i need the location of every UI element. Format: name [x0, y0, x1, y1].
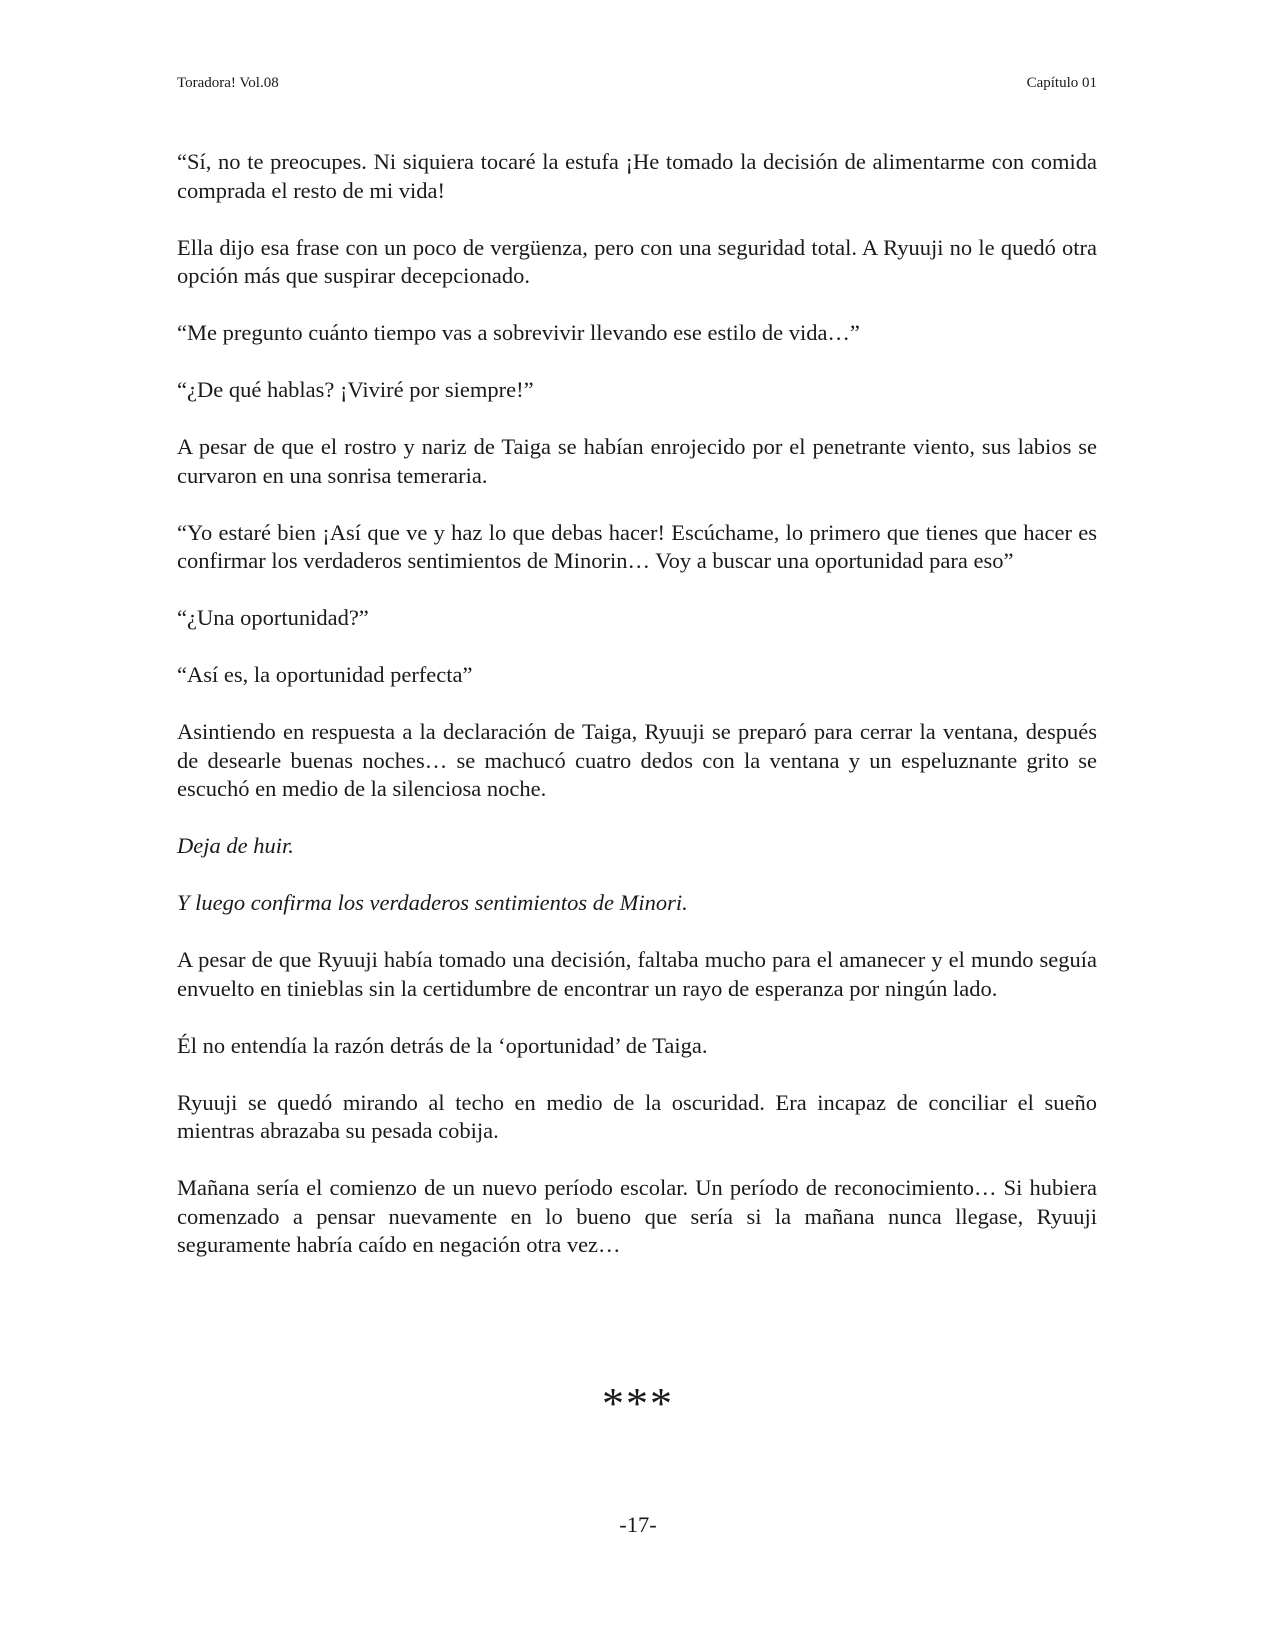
- page-number: -17-: [619, 1512, 657, 1537]
- paragraph-5: A pesar de que el rostro y nariz de Taiga se habían enrojecido por el penetrante viento, sus labios se curvaron en una sonrisa temeraria.: [177, 434, 1097, 488]
- header-book-title: Toradora! Vol.08: [177, 75, 279, 91]
- paragraph-2: Ella dijo esa frase con un poco de vergüenza, pero con una seguridad total. A Ryuuji no le quedó otra opción más que suspirar decepcionado.: [177, 234, 1097, 288]
- paragraph-11: Y luego confirma los verdaderos sentimientos de Minori.: [177, 890, 688, 915]
- header-chapter: Capítulo 01: [1026, 75, 1097, 91]
- paragraph-13: Él no entendía la razón detrás de la ‘oportunidad’ de Taiga.: [177, 1032, 708, 1058]
- paragraph-9: Asintiendo en respuesta a la declaración de Taiga, Ryuuji se preparó para cerrar la ventana, después de desearle buenas noches… se machucó cuatro dedos con la ventana y un espeluznante grito se escuchó en medio de la silenciosa noche.: [177, 719, 1097, 801]
- scene-separator: ***: [602, 1379, 674, 1428]
- paragraph-14: Ryuuji se quedó mirando al techo en medio de la oscuridad. Era incapaz de conciliar el sueño mientras abrazaba su pesada cobija.: [177, 1089, 1097, 1143]
- paragraph-1: “Sí, no te preocupes. Ni siquiera tocaré la estufa ¡He tomado la decisión de alimentarme con comida comprada el resto de mi vida!: [177, 149, 1097, 203]
- paragraph-7: “¿Una oportunidad?”: [177, 605, 369, 630]
- paragraph-4: “¿De qué hablas? ¡Viviré por siempre!”: [177, 377, 534, 402]
- paragraph-8: “Así es, la oportunidad perfecta”: [177, 662, 473, 687]
- paragraph-10: Deja de huir.: [177, 833, 294, 858]
- paragraph-6: “Yo estaré bien ¡Así que ve y haz lo que debas hacer! Escúchame, lo primero que tienes que hacer es confirmar los verdaderos sentimientos de Minorin… Voy a buscar una oportunidad para eso”: [177, 519, 1097, 573]
- running-header: [177, 73, 1097, 93]
- paragraph-12: A pesar de que Ryuuji había tomado una decisión, faltaba mucho para el amanecer y el mundo seguía envuelto en tinieblas sin la certidumbre de encontrar un rayo de esperanza por ningún lado.: [177, 947, 1097, 1001]
- paragraph-15: Mañana sería el comienzo de un nuevo período escolar. Un período de reconocimiento… Si hubiera comenzado a pensar nuevamente en lo bueno que sería si la mañana nunca llegase, Ryuuji seguramente habría caído en negación otra vez…: [177, 1175, 1097, 1257]
- paragraph-3: “Me pregunto cuánto tiempo vas a sobrevivir llevando ese estilo de vida…”: [177, 320, 860, 345]
- body-text: [177, 148, 1097, 1288]
